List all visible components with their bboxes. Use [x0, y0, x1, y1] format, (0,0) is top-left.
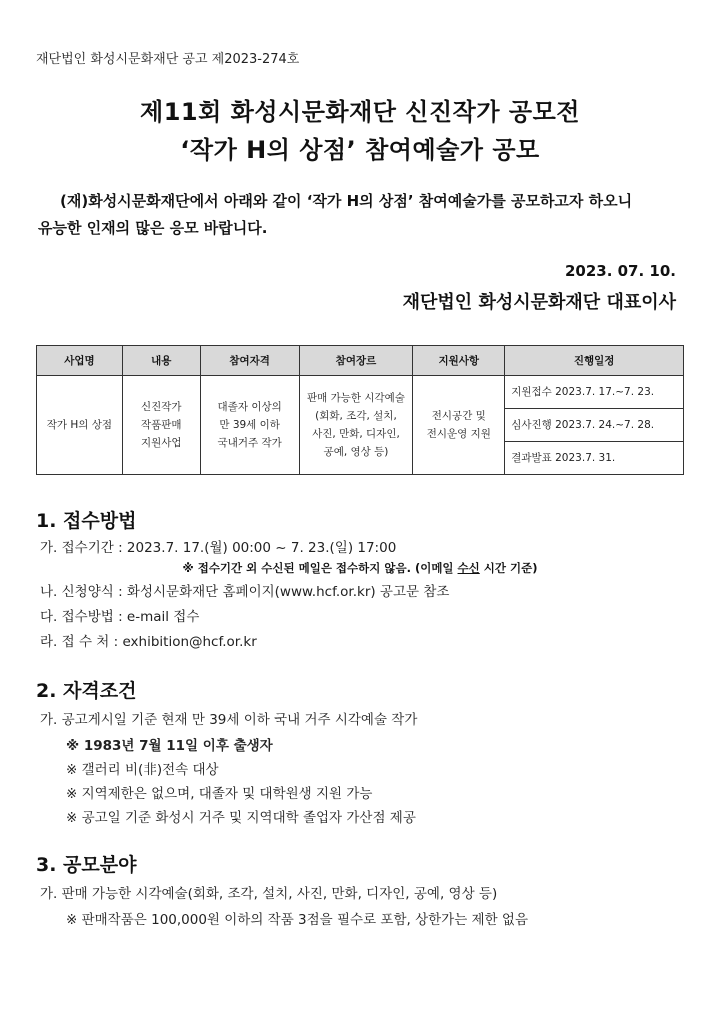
page-subtitle: ‘작가 H의 상점’ 참여예술가 공모	[180, 136, 540, 164]
support-cell	[413, 376, 505, 475]
section-heading-3: 3. 공모분야	[36, 854, 137, 876]
header-cell: 사업명	[37, 346, 123, 376]
section-heading-2: 2. 자격조건	[36, 680, 137, 702]
table-header-row	[37, 346, 684, 376]
section-heading-1: 1. 접수방법	[36, 510, 137, 532]
eligibility-line: 대졸자 이상의	[217, 401, 282, 413]
support-line: 전시운영 지원	[426, 428, 491, 440]
s2-item-ga: 가. 공고게시일 기준 현재 만 39세 이하 국내 거주 시각예술 작가	[40, 712, 418, 728]
program-name-cell: 작가 H의 상점	[37, 376, 123, 475]
s2-note: ※ 1983년 7월 11일 이후 출생자	[66, 738, 273, 754]
header-cell: 내용	[122, 346, 200, 376]
content-cell	[122, 376, 200, 475]
header-cell: 지원사항	[413, 346, 505, 376]
content-line: 지원사업	[141, 437, 182, 449]
program-table	[36, 345, 684, 475]
s1-note-text-end: 시간 기준)	[479, 561, 538, 575]
intro-line-1: (재)화성시문화재단에서 아래와 같이 ‘작가 H의 상점’ 참여예술가를 공모하고자 하오니	[60, 192, 633, 210]
content-line: 신진작가	[141, 401, 182, 413]
intro-line-2: 유능한 인재의 많은 응모 바랍니다.	[38, 219, 268, 237]
genre-line: 공예, 영상 등)	[323, 446, 389, 458]
eligibility-cell	[200, 376, 299, 475]
genre-line: 사진, 만화, 디자인,	[312, 428, 400, 440]
s2-note: ※ 지역제한은 없으며, 대졸자 및 대학원생 지원 가능	[66, 786, 373, 802]
genre-cell	[299, 376, 413, 475]
schedule-cell: 지원접수 2023.7. 17.~7. 23.	[505, 376, 684, 409]
eligibility-line: 만 39세 이하	[219, 419, 280, 431]
s1-item-na: 나. 신청양식 : 화성시문화재단 홈페이지(www.hcf.or.kr) 공고문 참조	[40, 584, 450, 600]
page-title: 제11회 화성시문화재단 신진작가 공모전	[140, 98, 580, 126]
schedule-cell: 결과발표 2023.7. 31.	[505, 442, 684, 475]
s1-note	[0, 560, 720, 576]
header-cell: 진행일정	[505, 346, 684, 376]
genre-line: 판매 가능한 시각예술	[306, 392, 405, 404]
s1-note-underlined: 수신	[457, 561, 480, 575]
s2-note: ※ 갤러리 비(非)전속 대상	[66, 762, 219, 778]
header-cell: 참여장르	[299, 346, 413, 376]
notice-number: 재단법인 화성시문화재단 공고 제2023-274호	[36, 52, 300, 67]
issuing-organization: 재단법인 화성시문화재단 대표이사	[402, 292, 676, 313]
genre-line: (회화, 조각, 설치,	[315, 410, 397, 422]
s1-item-da: 다. 접수방법 : e-mail 접수	[40, 609, 200, 625]
s1-note-text: ※ 접수기간 외 수신된 메일은 접수하지 않음. (이메일	[182, 561, 458, 575]
s1-item-ga: 가. 접수기간 : 2023.7. 17.(월) 00:00 ~ 7. 23.(일) 17:00	[40, 540, 397, 556]
eligibility-line: 국내거주 작가	[217, 437, 282, 449]
content-line: 작품판매	[141, 419, 182, 431]
s1-item-ra: 라. 접 수 처 : exhibition@hcf.or.kr	[40, 634, 257, 650]
s2-note: ※ 공고일 기준 화성시 거주 및 지역대학 졸업자 가산점 제공	[66, 810, 416, 826]
notice-date: 2023. 07. 10.	[564, 262, 676, 280]
schedule-cell: 심사진행 2023.7. 24.~7. 28.	[505, 409, 684, 442]
header-cell: 참여자격	[200, 346, 299, 376]
intro-paragraph	[38, 188, 688, 242]
s3-note: ※ 판매작품은 100,000원 이하의 작품 3점을 필수로 포함, 상한가는 제한 없음	[66, 912, 528, 928]
support-line: 전시공간 및	[431, 410, 486, 422]
table-row	[37, 376, 684, 409]
s3-item-ga: 가. 판매 가능한 시각예술(회화, 조각, 설치, 사진, 만화, 디자인, 공예, 영상 등)	[40, 886, 498, 902]
